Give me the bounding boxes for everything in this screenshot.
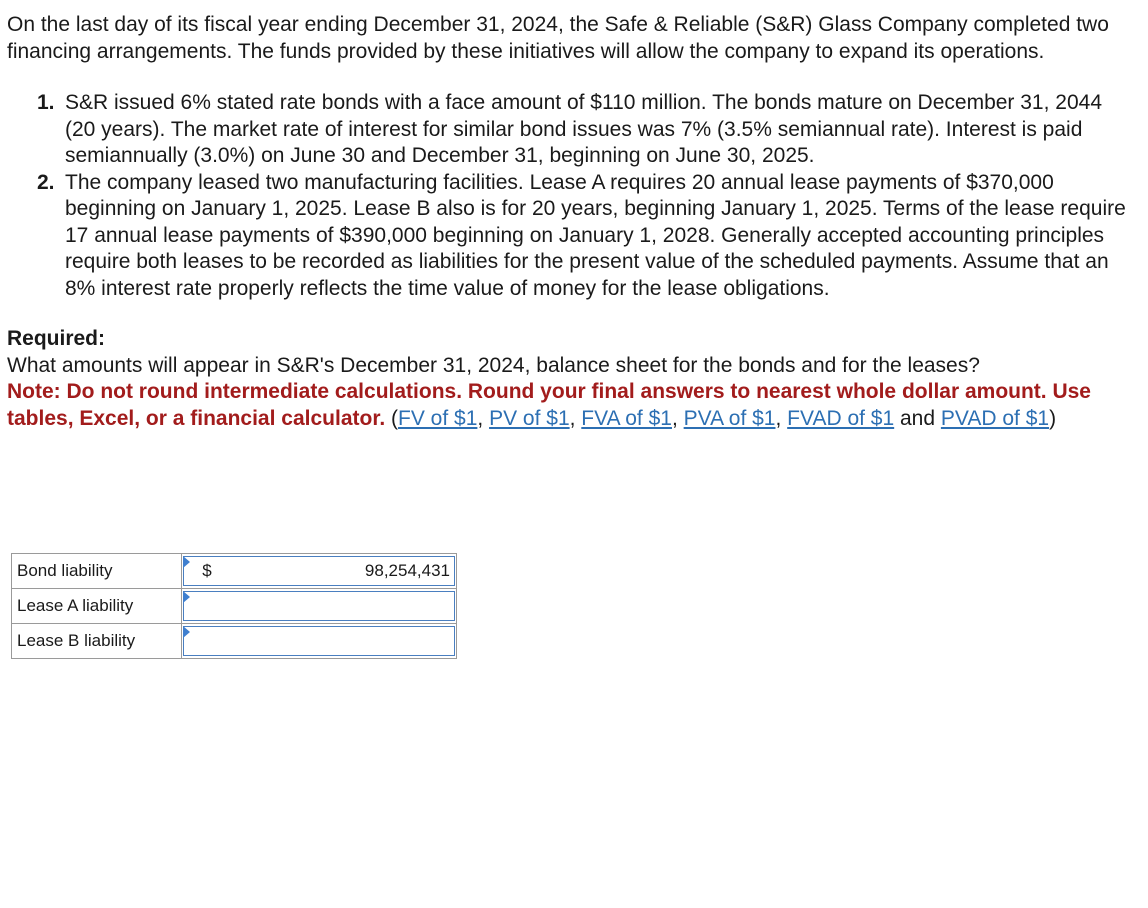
problem-item xyxy=(7,170,1132,303)
problem-intro: On the last day of its fiscal year ending December 31, 2024, the Safe & Reliable (S&R) Glass Company completed two financing arrangements. The funds provided by these initiatives will allow the company to expand its operations. xyxy=(7,13,1109,63)
bond-liability-field xyxy=(183,556,455,586)
problem-item-number: 1. xyxy=(37,91,55,114)
fvad-table-link[interactable]: FVAD of $1 xyxy=(787,406,895,430)
note-text: Note: Do not round intermediate calculations. Round your final answers to nearest whole dollar amount. Use tables, Excel, or a financial calculator. xyxy=(7,380,1091,430)
fva-table-link[interactable]: FVA of $1 xyxy=(581,406,672,430)
input-marker-icon xyxy=(183,556,190,568)
problem-item-number: 2. xyxy=(37,170,55,194)
problem-item-text: S&R issued 6% stated rate bonds with a face amount of $110 million. The bonds mature on December 31, 2044 (20 years). The market rate of interest for similar bond issues was 7% (3.5% semiannual rate). Interest is paid semiannually (3.0%) on June 30 and December 31, beginning on June 30, 2025. xyxy=(65,91,1102,167)
input-marker-icon xyxy=(183,591,190,603)
lease-a-liability-field xyxy=(183,591,455,621)
pv-table-link[interactable]: PV of $1 xyxy=(489,406,570,430)
problem-items xyxy=(7,90,1132,302)
answer-row-lease-b xyxy=(12,624,457,659)
currency-symbol: $ xyxy=(202,561,212,580)
links-close: ) xyxy=(1049,406,1057,430)
lease-a-liability-cell xyxy=(182,589,457,624)
lease-b-liability-input[interactable] xyxy=(227,627,454,655)
answer-row-bond xyxy=(12,554,457,589)
pvad-table-link[interactable]: PVAD of $1 xyxy=(940,406,1050,430)
instructions-note: Note: Do not round intermediate calculations. Round your final answers to nearest whole dollar amount. Use tables, Excel, or a financial calculator. (FV of $1, PV of $1, FVA of $1, PVA of $1, FVAD of $1 and PVAD of $1) xyxy=(7,380,1091,430)
bond-liability-input[interactable] xyxy=(227,557,454,585)
input-marker-icon xyxy=(183,626,190,638)
lease-b-liability-label: Lease B liability xyxy=(12,624,182,659)
problem-content xyxy=(7,12,1132,430)
answer-table xyxy=(11,553,457,659)
bond-liability-cell xyxy=(182,554,457,589)
answer-row-lease-a xyxy=(12,589,457,624)
lease-a-liability-input[interactable] xyxy=(227,592,454,620)
links-open: ( xyxy=(385,406,398,430)
problem-item-text: The company leased two manufacturing facilities. Lease A requires 20 annual lease payments of $370,000 beginning on January 1, 2025. Lease B also is for 20 years, beginning January 1, 2025. Terms of the lease require 17 annual lease payments of $390,000 beginning on January 1, 2028. Generally accepted accounting principles require both leases to be recorded as liabilities for the present value of the scheduled payments. Assume that an 8% interest rate properly reflects the time value of money for the lease obligations. xyxy=(65,170,1126,300)
pva-table-link[interactable]: PVA of $1 xyxy=(683,406,776,430)
lease-b-liability-cell xyxy=(182,624,457,659)
fv-table-link[interactable]: FV of $1 xyxy=(398,406,478,430)
lease-a-liability-label: Lease A liability xyxy=(12,589,182,624)
problem-item xyxy=(7,90,1132,170)
required-question: What amounts will appear in S&R's December 31, 2024, balance sheet for the bonds and for the leases? xyxy=(7,353,980,377)
required-title: Required: xyxy=(7,327,106,350)
required-section xyxy=(7,326,1132,432)
bond-liability-label: Bond liability xyxy=(12,554,182,589)
lease-b-liability-field xyxy=(183,626,455,656)
